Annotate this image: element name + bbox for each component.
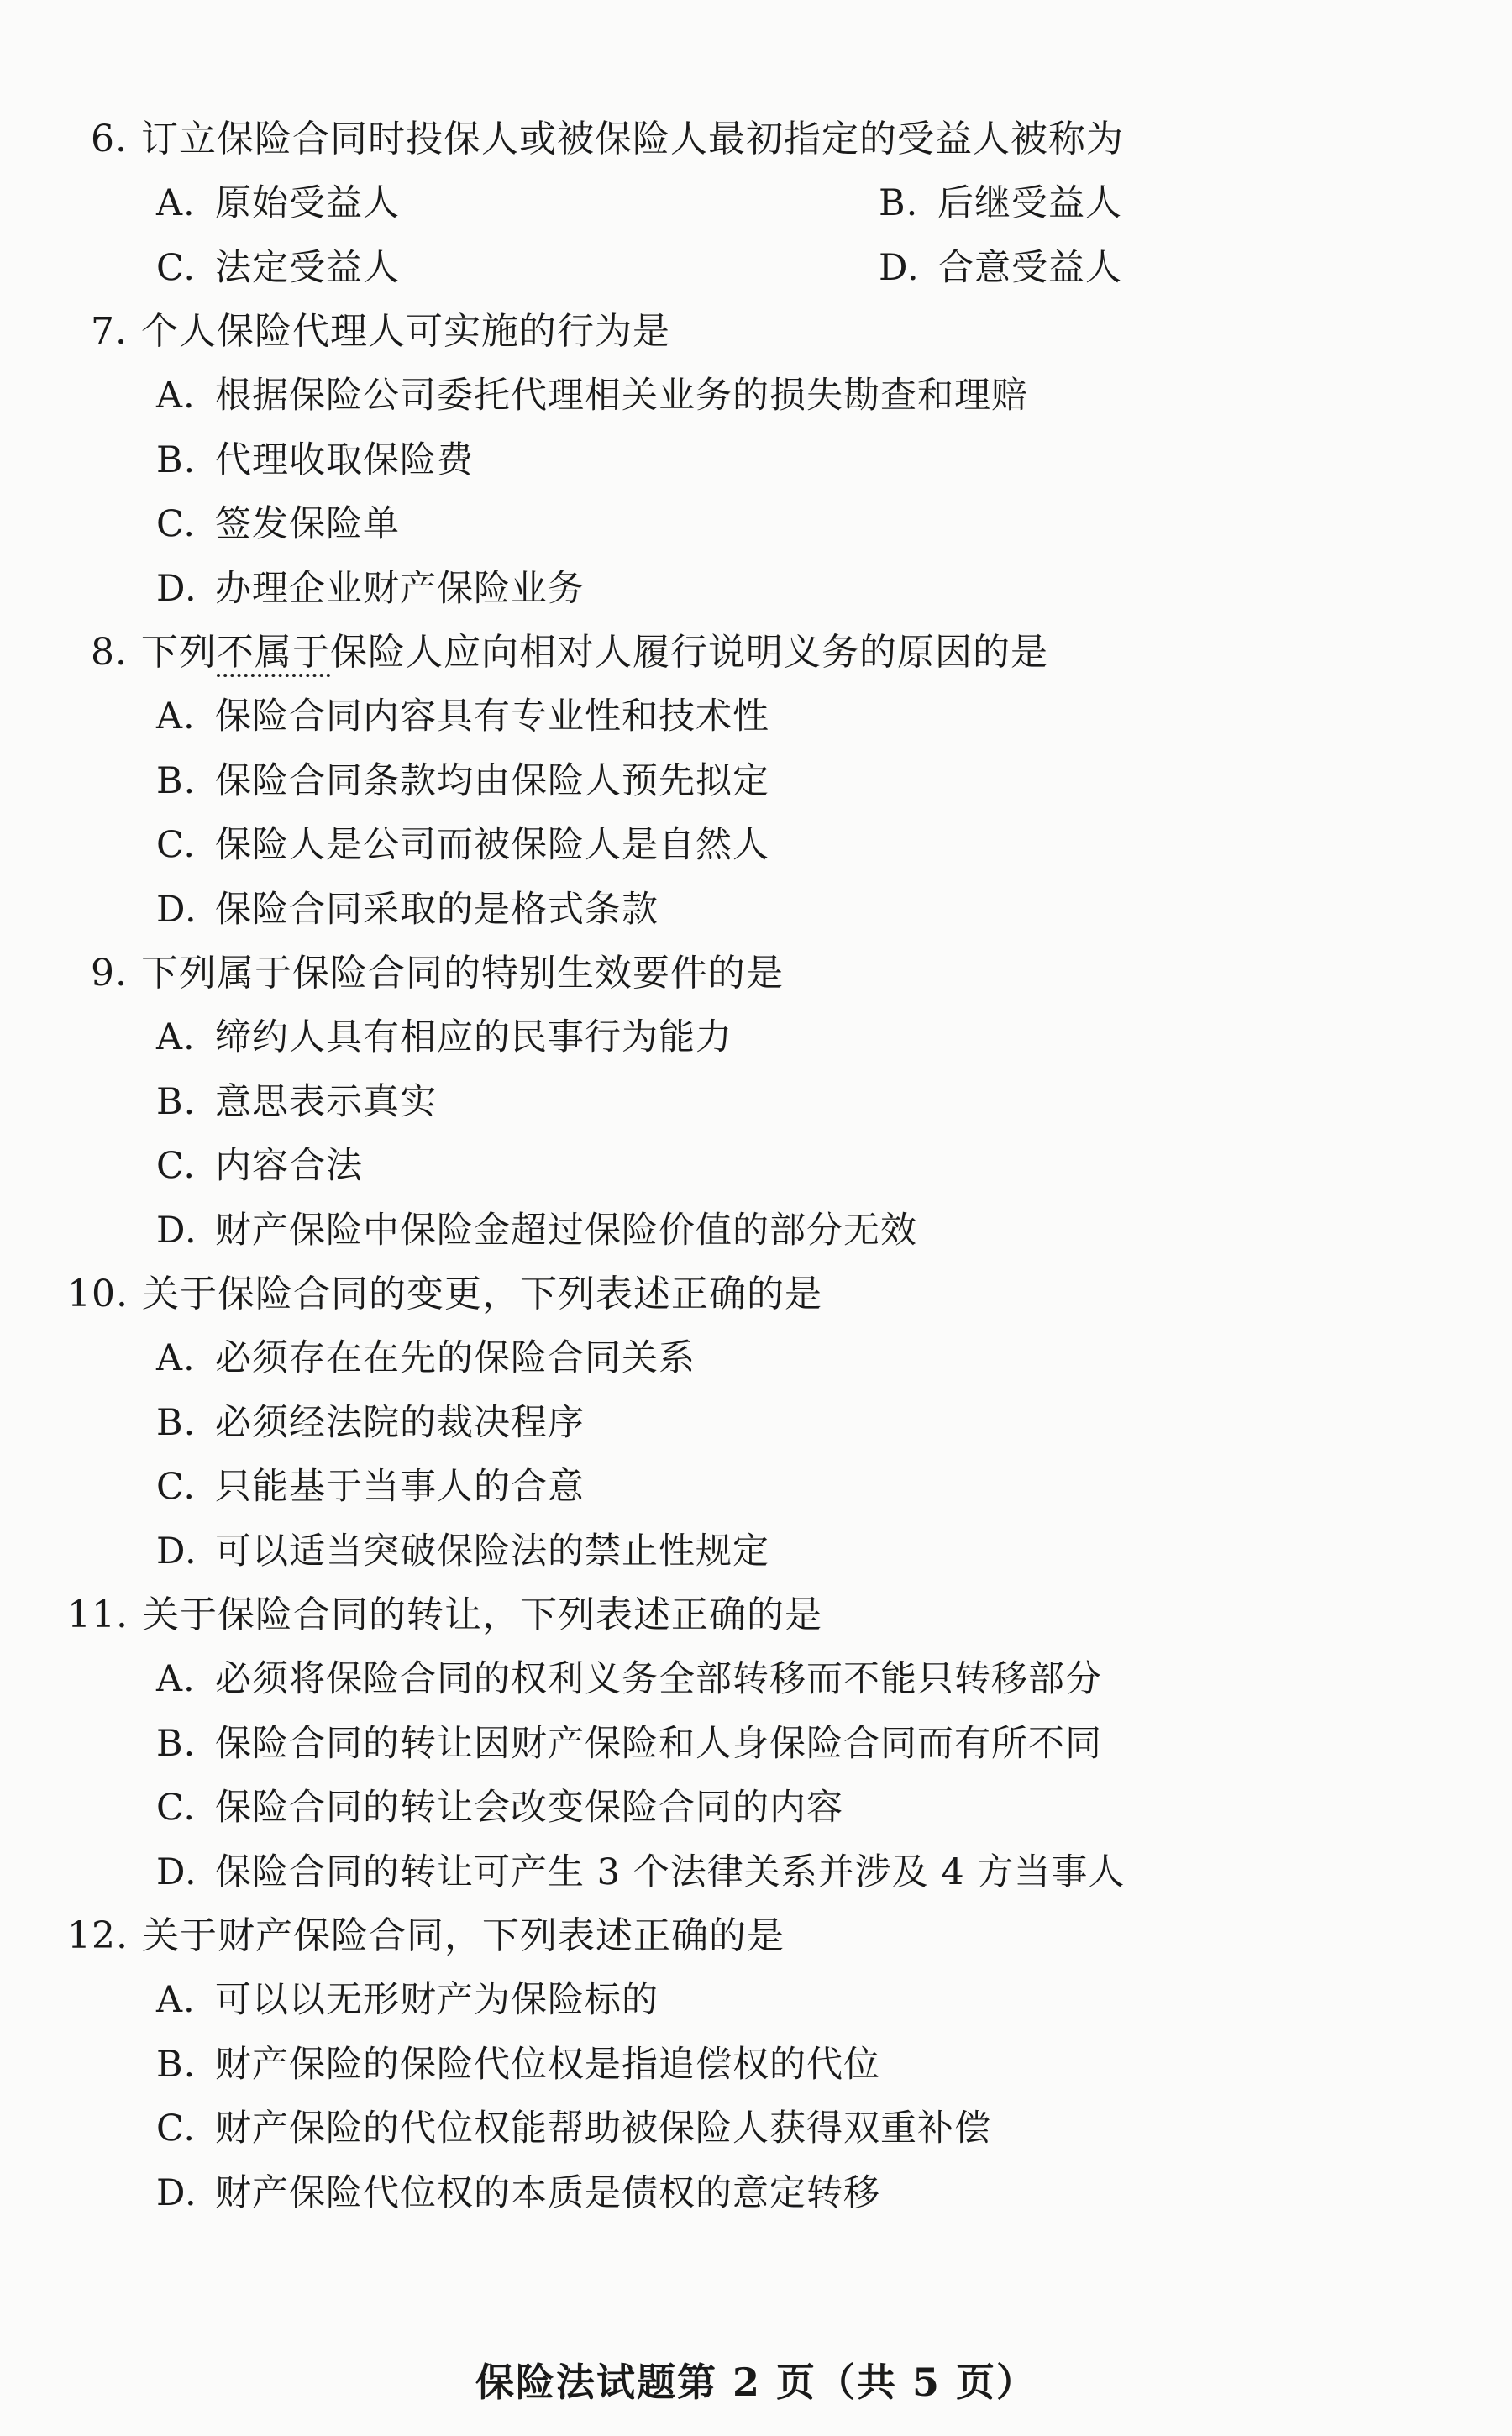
question-stem <box>67 1904 1445 1968</box>
option-c <box>67 492 1445 557</box>
option-d <box>879 236 1383 301</box>
option-d <box>67 1199 1445 1263</box>
option-text: 原始受益人 <box>215 182 400 224</box>
option-letter: B. <box>156 759 197 802</box>
option-letter: A. <box>156 1337 196 1379</box>
option-text: 保险合同条款均由保险人预先拟定 <box>215 759 769 802</box>
option-letter: D. <box>156 888 197 931</box>
option-text: 保险合同的转让会改变保险合同的内容 <box>215 1787 843 1829</box>
option-letter: D. <box>156 1530 197 1572</box>
option-text: 合意受益人 <box>937 246 1122 289</box>
option-letter: C. <box>156 246 197 289</box>
option-letter: C. <box>156 1787 197 1829</box>
option-letter: B. <box>879 182 919 224</box>
option-letter: A. <box>156 1979 196 2021</box>
option-a <box>67 1647 1445 1712</box>
question-9 <box>67 942 1445 1263</box>
question-11 <box>67 1583 1445 1904</box>
question-text <box>141 621 1048 685</box>
option-text: 法定受益人 <box>215 246 400 289</box>
option-letter: B. <box>156 1722 197 1765</box>
option-b <box>67 1712 1445 1777</box>
question-stem <box>67 1583 1445 1647</box>
option-c <box>156 236 879 301</box>
stem-before: 下列 <box>141 631 217 674</box>
question-text: 关于保险合同的变更，下列表述正确的是 <box>141 1273 822 1315</box>
option-letter: B. <box>156 1401 197 1444</box>
option-b <box>67 428 1445 493</box>
option-text: 必须经法院的裁决程序 <box>215 1401 585 1444</box>
question-number: 10. <box>67 1273 129 1315</box>
question-number: 6. <box>91 118 128 160</box>
option-b <box>67 1070 1445 1135</box>
option-c <box>67 1455 1445 1520</box>
option-letter: D. <box>156 1851 197 1893</box>
option-b <box>67 1391 1445 1456</box>
option-text: 缔约人具有相应的民事行为能力 <box>215 1016 732 1058</box>
question-7 <box>67 300 1445 621</box>
option-letter: A. <box>156 182 196 224</box>
option-a <box>67 364 1445 428</box>
option-text: 内容合法 <box>215 1145 363 1187</box>
option-text: 财产保险中保险金超过保险价值的部分无效 <box>215 1209 917 1252</box>
option-a <box>67 1005 1445 1070</box>
option-text: 只能基于当事人的合意 <box>215 1466 585 1508</box>
question-text: 订立保险合同时投保人或被保险人最初指定的受益人被称为 <box>141 118 1124 160</box>
option-text: 财产保险的保险代位权是指追偿权的代位 <box>215 2043 880 2086</box>
question-stem <box>67 621 1445 685</box>
option-letter: A. <box>156 1016 196 1058</box>
option-text: 意思表示真实 <box>215 1080 437 1123</box>
question-12 <box>67 1904 1445 2225</box>
question-list <box>67 108 1445 2225</box>
question-10 <box>67 1263 1445 1583</box>
option-letter: C. <box>156 503 197 545</box>
option-a <box>156 171 879 236</box>
option-letter: C. <box>156 824 197 866</box>
question-stem <box>67 942 1445 1005</box>
option-b <box>67 2033 1445 2097</box>
option-text: 财产保险的代位权能帮助被保险人获得双重补偿 <box>215 2108 991 2150</box>
option-letter: B. <box>156 1080 197 1123</box>
option-b <box>879 171 1383 236</box>
option-c <box>67 1134 1445 1199</box>
option-text: 办理企业财产保险业务 <box>215 567 585 610</box>
option-letter: D. <box>156 1209 197 1252</box>
question-stem <box>67 1263 1445 1326</box>
option-text: 必须将保险合同的权利义务全部转移而不能只转移部分 <box>215 1658 1102 1700</box>
option-text: 后继受益人 <box>937 182 1122 224</box>
question-number: 8. <box>91 631 128 674</box>
question-8 <box>67 621 1445 942</box>
question-number: 11. <box>67 1593 129 1636</box>
option-letter: D. <box>156 567 197 610</box>
stem-after: 保险人应向相对人履行说明义务的原因的是 <box>330 631 1048 674</box>
question-text: 关于保险合同的转让，下列表述正确的是 <box>141 1593 822 1636</box>
option-text: 可以适当突破保险法的禁止性规定 <box>215 1530 769 1572</box>
option-d <box>67 878 1445 942</box>
option-text: 保险合同内容具有专业性和技术性 <box>215 696 769 738</box>
option-letter: D. <box>879 246 920 289</box>
option-text: 财产保险代位权的本质是债权的意定转移 <box>215 2171 880 2214</box>
option-c <box>67 2097 1445 2161</box>
option-letter: A. <box>156 375 196 417</box>
emphasis-not: 不属于 <box>217 631 330 677</box>
option-letter: C. <box>156 1466 197 1508</box>
option-text: 保险人是公司而被保险人是自然人 <box>215 824 769 866</box>
option-d <box>67 1520 1445 1584</box>
option-letter: B. <box>156 2043 197 2086</box>
option-b <box>67 749 1445 814</box>
option-letter: C. <box>156 1145 197 1187</box>
option-text: 必须存在在先的保险合同关系 <box>215 1337 696 1379</box>
question-text: 个人保险代理人可实施的行为是 <box>141 310 670 353</box>
question-6 <box>67 108 1445 300</box>
option-letter: A. <box>156 696 196 738</box>
option-text: 根据保险公司委托代理相关业务的损失勘查和理赔 <box>215 375 1028 417</box>
option-letter: D. <box>156 2171 197 2214</box>
option-text: 保险合同采取的是格式条款 <box>215 888 659 931</box>
question-number: 7. <box>91 310 128 353</box>
question-stem <box>67 108 1445 171</box>
question-text: 关于财产保险合同，下列表述正确的是 <box>141 1914 785 1957</box>
question-number: 12. <box>67 1914 129 1957</box>
option-c <box>67 813 1445 878</box>
option-text: 保险合同的转让因财产保险和人身保险合同而有所不同 <box>215 1722 1102 1765</box>
option-text: 签发保险单 <box>215 503 400 545</box>
question-number: 9. <box>91 952 128 995</box>
question-text: 下列属于保险合同的特别生效要件的是 <box>141 952 784 995</box>
option-a <box>67 1968 1445 2033</box>
option-d <box>67 2161 1445 2226</box>
page-footer: 保险法试题第 2 页（共 5 页） <box>475 2360 1037 2405</box>
option-grid <box>67 171 1445 300</box>
option-c <box>67 1776 1445 1840</box>
option-text: 可以以无形财产为保险标的 <box>215 1979 659 2021</box>
option-letter: C. <box>156 2108 197 2150</box>
option-text: 保险合同的转让可产生 3 个法律关系并涉及 4 方当事人 <box>215 1851 1126 1893</box>
question-stem <box>67 300 1445 364</box>
option-d <box>67 1840 1445 1905</box>
option-letter: B. <box>156 438 197 481</box>
option-text: 代理收取保险费 <box>215 438 474 481</box>
option-letter: A. <box>156 1658 196 1700</box>
option-a <box>67 685 1445 749</box>
option-d <box>67 557 1445 622</box>
option-a <box>67 1326 1445 1391</box>
